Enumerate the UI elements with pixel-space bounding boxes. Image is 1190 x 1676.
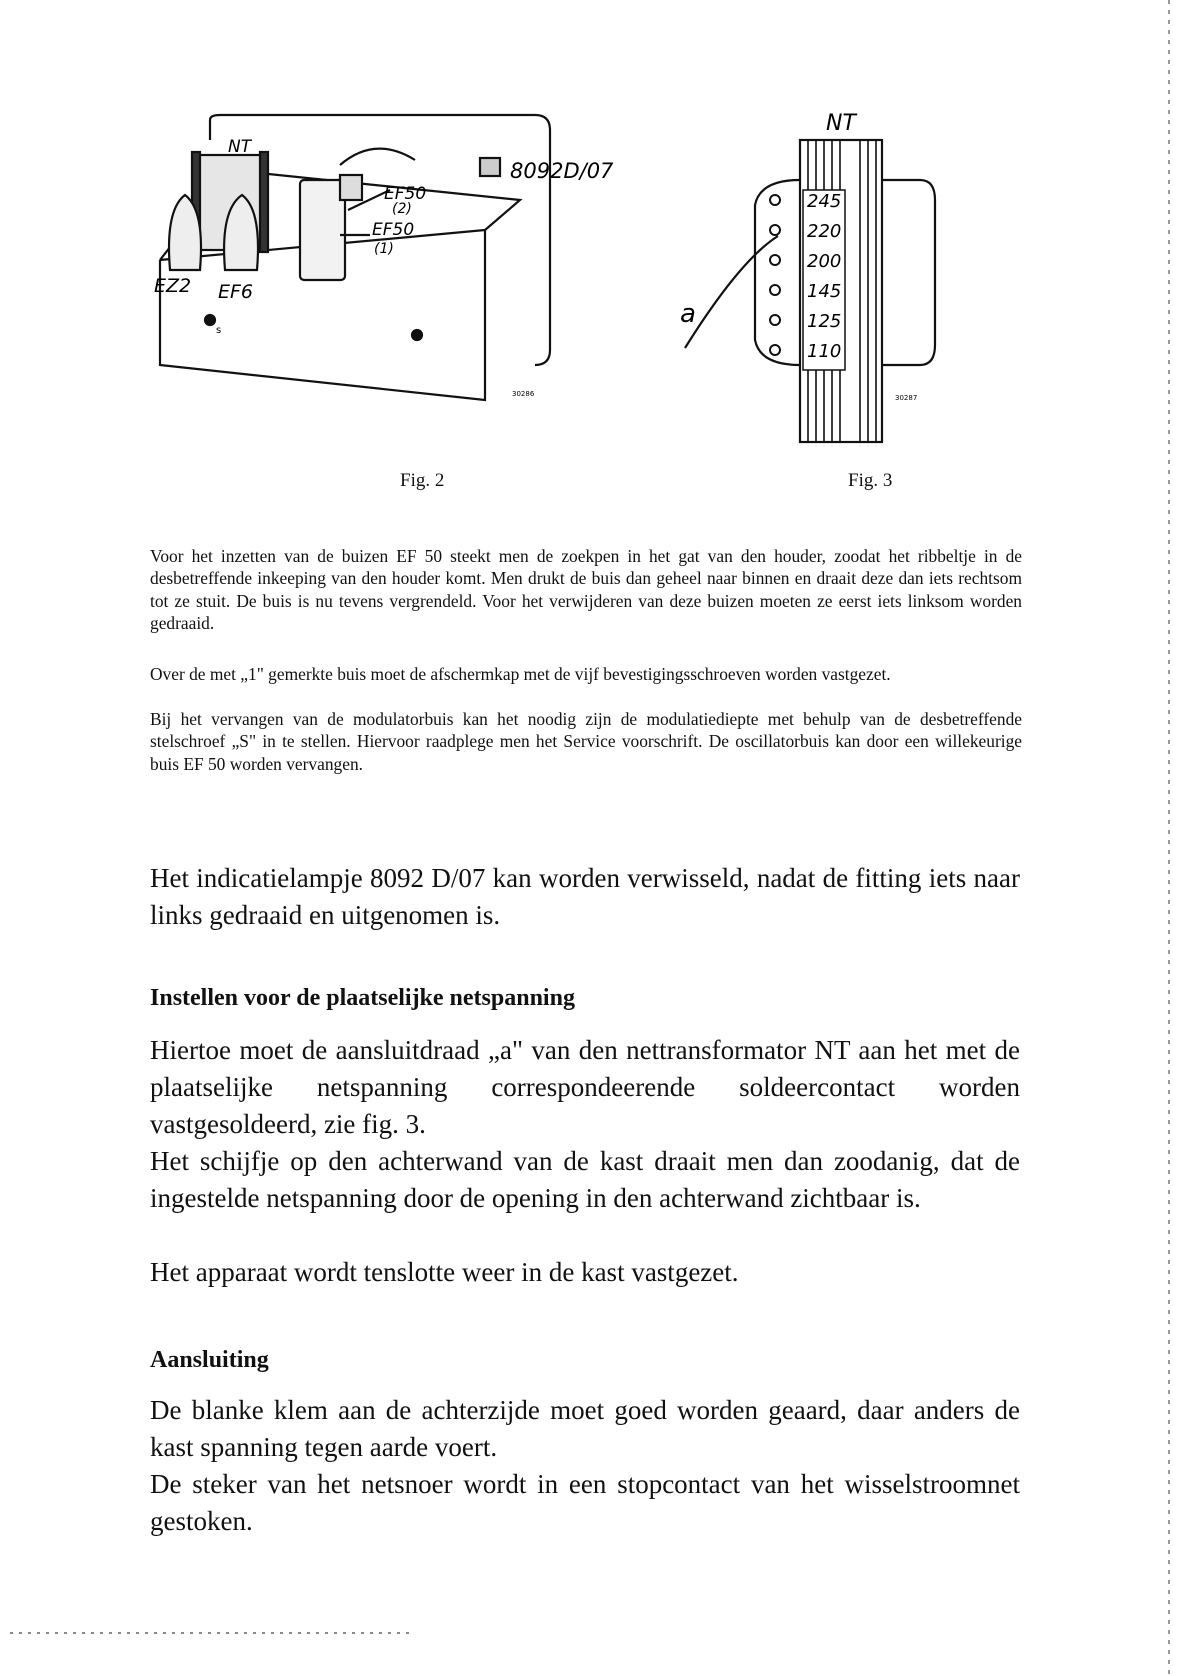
fig2-label-ef50-1: EF50 [372, 220, 415, 240]
scan-edge-line [1168, 0, 1170, 1676]
fig3-label-a: a [680, 299, 696, 329]
fig3-voltage-3: 145 [807, 281, 842, 302]
fig2-label-nt: NT [228, 137, 252, 157]
fig2-label-ez2: EZ2 [154, 275, 192, 297]
fig2-label-lamp: 8092D/07 [510, 159, 614, 183]
fig2-label-ef50-2-num: (2) [392, 201, 412, 217]
paragraph-aansluiting-2: De steker van het netsnoer wordt in een stopcontact van het wisselstroomnet gestoken. [150, 1469, 1020, 1536]
heading-aansluiting: Aansluiting [150, 1347, 269, 1373]
fig3-voltage-1: 220 [807, 221, 842, 242]
fig3-caption: Fig. 3 [848, 470, 893, 491]
fig3-voltage-0: 245 [807, 191, 842, 212]
paragraph-ef50-insertion: Voor het inzetten van de buizen EF 50 steekt men de zoekpen in het gat van den houder, zoodat het ribbeltje in de desbetreffende inkeeping van den houder komt. Men drukt de buis dan geheel naar binnen en draait deze dan iets rechtsom tot ze stuit. De buis is nu tevens vergrendeld. Voor het verwijderen van deze buizen moeten ze eerst iets linksom worden gedraaid. [150, 546, 1022, 634]
fig2-label-code: 30286 [512, 390, 535, 398]
paragraph-shield-cap: Over de met „1" gemerkte buis moet de afschermkap met de vijf bevestigingsschroeven worden vastgezet. [150, 664, 891, 684]
fig3-voltage-5: 110 [807, 341, 842, 362]
fig2-chassis-drawing [150, 110, 710, 450]
fig3-voltage-4: 125 [807, 311, 842, 332]
paragraph-netspanning-2: Het schijfje op den achterwand van de kast draait men dan zoodanig, dat de ingestelde netspanning door de opening in den achterwand zichtbaar is. [150, 1146, 1020, 1213]
fig3-label-code: 30287 [895, 394, 918, 402]
paragraph-aansluiting-1: De blanke klem aan de achterzijde moet goed worden geaard, daar anders de kast spanning tegen aarde voert. [150, 1395, 1020, 1462]
paragraph-indicator-lamp: Het indicatielampje 8092 D/07 kan worden verwisseld, nadat de fitting iets naar links gedraaid en uitgenomen is. [150, 863, 1020, 930]
heading-netspanning: Instellen voor de plaatselijke netspanning [150, 985, 575, 1011]
fig3-voltage-2: 200 [807, 251, 842, 272]
paragraph-netspanning-3: Het apparaat wordt tenslotte weer in de kast vastgezet. [150, 1257, 739, 1287]
fig3-label-nt: NT [826, 111, 856, 136]
fig2-caption: Fig. 2 [400, 470, 445, 491]
paragraph-netspanning-1: Hiertoe moet de aansluitdraad „a" van den nettransformator NT aan het met de plaatselijke netspanning correspondeerende soldeercontact worden vastgesoldeerd, zie fig. 3. [150, 1035, 1020, 1139]
fig2-label-ef6: EF6 [218, 281, 254, 303]
fig3-transformer-diagram [680, 110, 1020, 450]
fig2-label-s: s [216, 325, 222, 336]
paragraph-modulator-tube: Bij het vervangen van de modulatorbuis kan het noodig zijn de modulatiediepte met behulp van de desbetreffende stelschroef „S" in te stellen. Hiervoor raadplege men het Service voorschrift. De oscillatorbuis kan door een willekeurige buis EF 50 worden vervangen. [150, 709, 1022, 774]
scan-bottom-dots [10, 1632, 410, 1634]
fig2-label-ef50-1-num: (1) [374, 241, 394, 257]
fig2-label-ef50-2: EF50 [384, 184, 427, 204]
